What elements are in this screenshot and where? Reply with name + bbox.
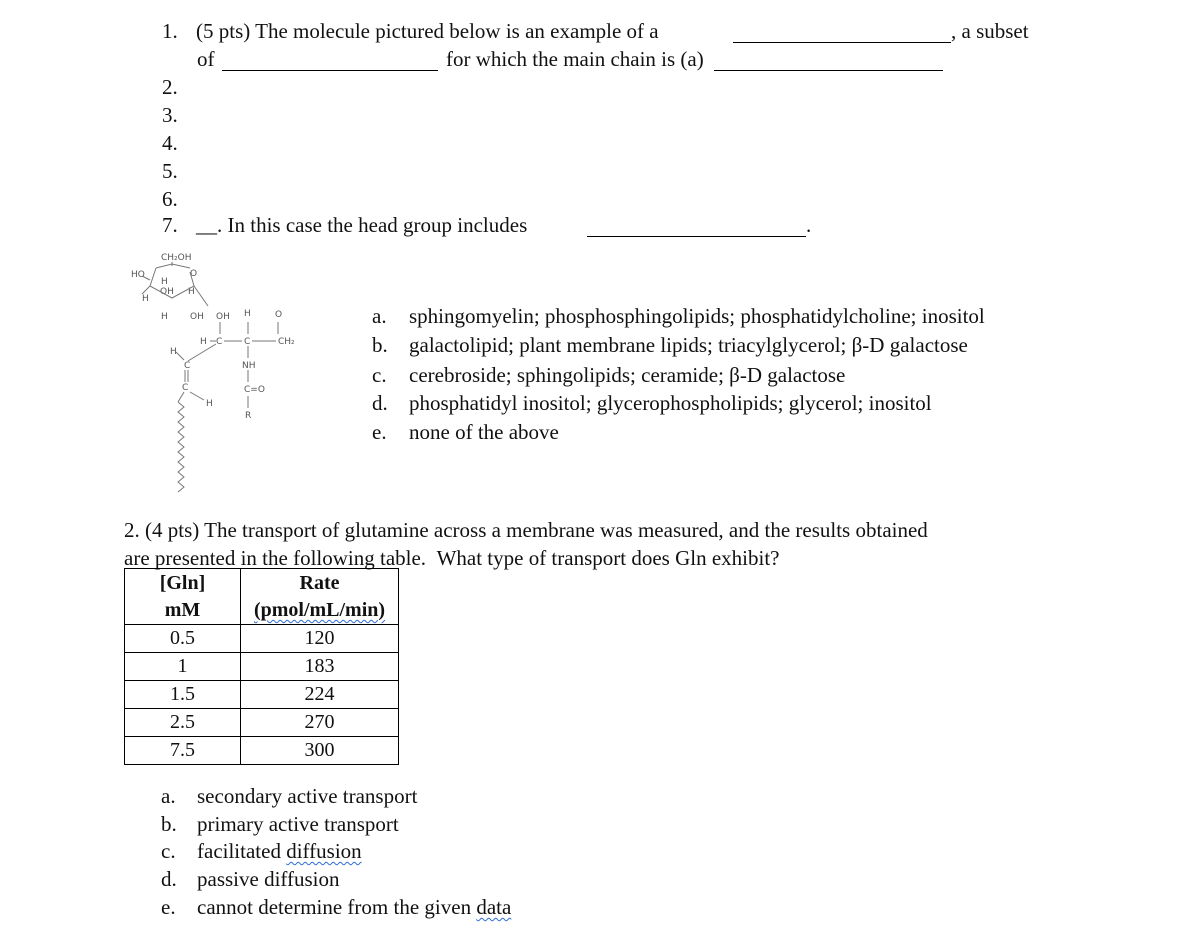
table-cell-gln: 1.5 — [125, 681, 241, 709]
q1-option-d-text: phosphatidyl inositol; glycerophospholipids; glycerol; inositol — [409, 391, 932, 415]
q2-option-b-text: primary active transport — [197, 812, 399, 836]
q1-option-d-letter[interactable]: d. — [372, 391, 388, 415]
molecule-label: H — [170, 347, 177, 357]
molecule-label: H — [161, 277, 168, 287]
question-1-number: 1. — [162, 19, 178, 43]
list-number: 7. — [162, 213, 178, 237]
question-1-text-line2: for which the main chain is (a) — [446, 47, 704, 71]
q2-option-a-letter[interactable]: a. — [161, 784, 176, 808]
q2-option-e-text-part2: data — [476, 895, 512, 919]
molecule-label: CH₂OH — [161, 253, 192, 263]
molecule-label: O — [190, 269, 198, 279]
molecule-label: H — [142, 294, 149, 304]
molecule-label: H — [244, 309, 251, 319]
molecule-label: O — [275, 310, 283, 320]
molecule-label: HO — [131, 270, 145, 280]
answer-blank-3[interactable] — [714, 52, 943, 71]
q1-option-e-text: none of the above — [409, 420, 559, 444]
table-cell-gln: 2.5 — [125, 709, 241, 737]
q2-option-a-text: secondary active transport — [197, 784, 418, 808]
q2-option-c-text-part1: facilitated — [197, 839, 281, 863]
table-header-unit-mm: mM — [125, 597, 241, 625]
answer-blank-1[interactable] — [733, 24, 951, 43]
table-cell-gln: 0.5 — [125, 625, 241, 653]
table-row — [125, 709, 399, 737]
molecule-label: C — [244, 337, 251, 347]
question-2-text-line2-part1: are presented in the following table. — [124, 546, 427, 570]
q2-option-e-text — [197, 895, 511, 920]
table-header-gln: [Gln] — [125, 569, 241, 598]
q1-option-e-letter[interactable]: e. — [372, 420, 387, 444]
q1-option-c-letter[interactable]: c. — [372, 363, 387, 387]
list-number: 3. — [162, 103, 178, 127]
q2-option-c-text — [197, 839, 362, 864]
q2-option-c-text-part2: diffusion — [286, 839, 362, 863]
question-2-text-line1: 2. (4 pts) The transport of glutamine across a membrane was measured, and the results obtained — [124, 518, 928, 542]
q2-option-d-text: passive diffusion — [197, 867, 340, 891]
molecule-label: C — [182, 383, 189, 393]
molecule-label: H — [206, 399, 213, 409]
molecule-label: C — [184, 361, 191, 371]
list-number: 4. — [162, 131, 178, 155]
table-row — [125, 653, 399, 681]
answer-blank-4[interactable] — [587, 218, 806, 237]
molecule-label: H — [188, 287, 195, 297]
cerebroside-structure-image — [128, 246, 308, 506]
q1-option-a-text: sphingomyelin; phosphosphingolipids; phosphatidylcholine; inositol — [409, 304, 985, 328]
list-number: 6. — [162, 187, 178, 211]
table-cell-rate: 224 — [241, 681, 399, 709]
table-cell-rate: 300 — [241, 737, 399, 765]
molecule-label: OH — [160, 287, 174, 297]
list-number: 5. — [162, 159, 178, 183]
question-1-text-line7: __. In this case the head group includes — [196, 213, 528, 237]
question-1-text-line1-end: , a subset — [951, 19, 1029, 43]
q2-option-d-letter[interactable]: d. — [161, 867, 177, 891]
table-cell-gln: 7.5 — [125, 737, 241, 765]
q1-option-b-letter[interactable]: b. — [372, 333, 388, 357]
q1-option-b-text: galactolipid; plant membrane lipids; triacylglycerol; β-D galactose — [409, 333, 968, 357]
question-1-text-line7-end: . — [806, 213, 812, 237]
molecule-label: C — [216, 337, 223, 347]
q1-option-a-letter[interactable]: a. — [372, 304, 387, 328]
q2-option-c-letter[interactable]: c. — [161, 839, 176, 863]
table-row — [125, 625, 399, 653]
table-header-rate: Rate — [241, 569, 399, 598]
table-cell-rate: 183 — [241, 653, 399, 681]
molecule-label: OH — [190, 312, 204, 322]
molecule-label: C=O — [244, 385, 265, 395]
molecule-label: H — [200, 337, 207, 347]
q1-option-c-text: cerebroside; sphingolipids; ceramide; β-D galactose — [409, 363, 846, 387]
molecule-label: R — [245, 411, 252, 421]
table-row — [125, 681, 399, 709]
question-1-text-line1: (5 pts) The molecule pictured below is an example of a — [196, 19, 659, 43]
list-number: 2. — [162, 75, 178, 99]
question-1-text-line2-start: of — [197, 47, 215, 71]
q2-option-e-letter[interactable]: e. — [161, 895, 176, 919]
q2-option-b-letter[interactable]: b. — [161, 812, 177, 836]
question-2-question: What type of transport does Gln exhibit? — [436, 546, 780, 570]
glutamine-transport-table — [124, 568, 399, 765]
molecule-label: NH — [242, 361, 256, 371]
table-cell-rate: 270 — [241, 709, 399, 737]
table-cell-gln: 1 — [125, 653, 241, 681]
table-row — [125, 737, 399, 765]
molecule-label: H — [161, 312, 168, 322]
molecule-label: OH — [216, 312, 230, 322]
table-header-unit-rate-text: (pmol/mL/min) — [253, 599, 386, 621]
table-header-unit-rate — [241, 597, 399, 625]
molecule-label: CH₂ — [278, 337, 295, 347]
answer-blank-2[interactable] — [222, 52, 438, 71]
table-cell-rate: 120 — [241, 625, 399, 653]
q2-option-e-text-part1: cannot determine from the given — [197, 895, 472, 919]
